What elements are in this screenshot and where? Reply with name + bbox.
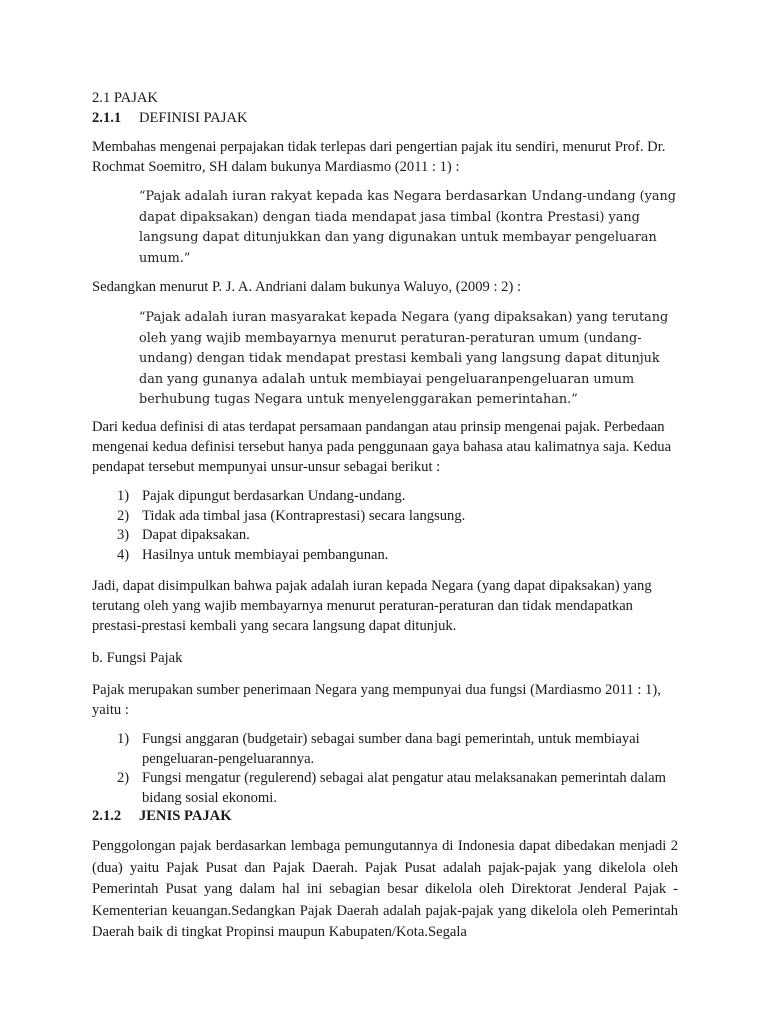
intro-paragraph: Membahas mengenai perpajakan tidak terlepas dari pengertian pajak itu sendiri, menurut Prof. Dr. Rochmat Soemitro, SH dalam bukunya Mardiasmo (2011 : 1) : — [92, 139, 666, 175]
subsection-heading — [92, 108, 678, 128]
list-item: 2) Fungsi mengatur (regulerend) sebagai alat pengatur atau melaksanakan pemerintah dalam bidang sosial ekonomi. — [117, 770, 666, 806]
quote-soemitro: “Pajak adalah iuran rakyat kepada kas Negara berdasarkan Undang-undang (yang dapat dipaksakan) dengan tiada mendapat jasa timbal (kontra Prestasi) yang langsung dapat ditunjukkan dan yang digunakan untuk membayar pengeluaran umum.” — [139, 189, 676, 266]
subsection-title: DEFINISI PAJAK — [139, 110, 248, 126]
subsection-number: 2.1.2 — [92, 808, 122, 824]
intro-paragraph-2: Sedangkan menurut P. J. A. Andriani dalam bukunya Waluyo, (2009 : 2) : — [92, 279, 522, 295]
fungsi-heading: b. Fungsi Pajak — [92, 650, 183, 666]
section-heading: 2.1 PAJAK — [92, 90, 158, 106]
subsection-number: 2.1.1 — [92, 110, 122, 126]
list-item: 1) Fungsi anggaran (budgetair) sebagai sumber dana bagi pemerintah, untuk membiayai pengeluaran-pengeluarannya. — [117, 731, 640, 767]
subsection-title: JENIS PAJAK — [139, 808, 232, 824]
list-item: 3) Dapat dipaksakan. — [117, 527, 250, 543]
comparison-paragraph: Dari kedua definisi di atas terdapat persamaan pandangan atau prinsip mengenai pajak. Perbedaan mengenai kedua definisi tersebut hanya pada penggunaan gaya bahasa atau kalimatnya saja. Kedua pendapat tersebut mempunyai unsur-unsur sebagai berikut : — [92, 419, 672, 475]
conclusion-paragraph: Jadi, dapat disimpulkan bahwa pajak adalah iuran kepada Negara (yang dapat dipaksakan) yang terutang oleh yang wajib membayarnya menurut peraturan-peraturan dan tidak mendapatkan prestasi-prestasi kembali yang secara langsung dapat ditunjuk. — [92, 578, 652, 634]
list-item: 2) Tidak ada timbal jasa (Kontraprestasi) secara langsung. — [117, 507, 466, 524]
jenis-pajak-paragraph: Penggolongan pajak berdasarkan lembaga pemungutannya di Indonesia dapat dibedakan menjadi 2 (dua) yaitu Pajak Pusat dan Pajak Daerah. Pajak Pusat adalah pajak-pajak yang dikelola oleh Pemerintah Pusat yang dalam hal ini sebagian besar dikelola oleh Direktorat Jenderal Pajak - Kementerian keuangan.Sedangkan Pajak Daerah adalah pajak-pajak yang dikelola oleh Pemerintah Daerah baik di tingkat Propinsi maupun Kabupaten/Kota.Segala — [92, 838, 678, 940]
list-item: 4) Hasilnya untuk membiayai pembangunan. — [117, 546, 389, 563]
list-item: 1) Pajak dipungut berdasarkan Undang-undang. — [117, 488, 406, 504]
jenis-pajak-heading — [92, 806, 678, 826]
quote-andriani: “Pajak adalah iuran masyarakat kepada Negara (yang dipaksakan) yang terutang oleh yang wajib membayarnya menurut peraturan-peraturan umum (undang-undang) dengan tidak mendapat prestasi kembali yang langsung dapat ditunjuk dan yang gunanya adalah untuk membiayai pengeluaranpengeluaran umum berhubung tugas Negara untuk menyelenggarakan pemerintahan.” — [139, 310, 669, 407]
fungsi-list — [117, 730, 679, 808]
fungsi-paragraph: Pajak merupakan sumber penerimaan Negara yang mempunyai dua fungsi (Mardiasmo 2011 : 1), yaitu : — [92, 682, 661, 718]
elements-list — [117, 487, 679, 565]
